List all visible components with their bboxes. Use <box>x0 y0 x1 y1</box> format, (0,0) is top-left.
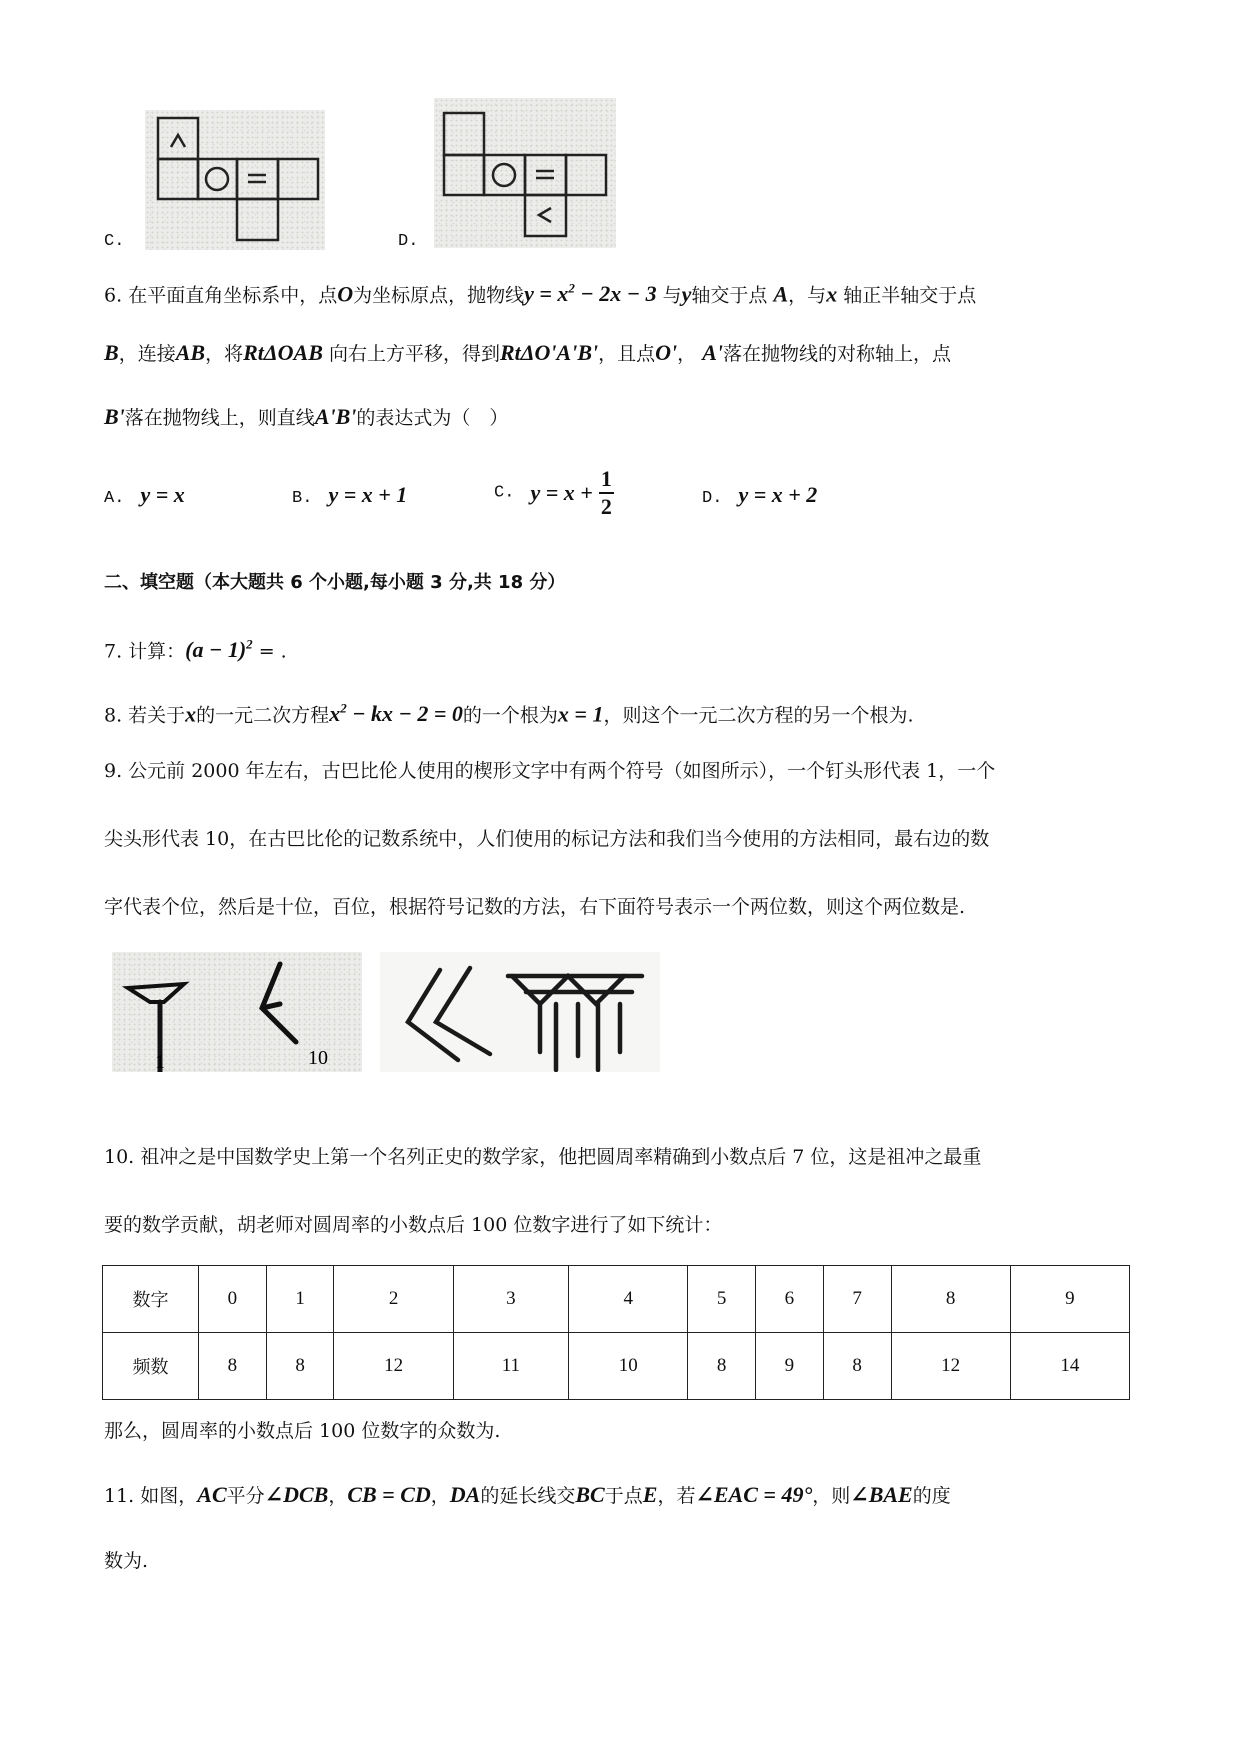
table-cell: 12 <box>891 1333 1010 1400</box>
question-11-line-2: 数为. <box>104 1550 149 1572</box>
table-cell: 11 <box>453 1333 568 1400</box>
row-header-frequency: 频数 <box>103 1333 199 1400</box>
math-root: x = 1 <box>557 701 604 727</box>
table-cell: 9 <box>1010 1266 1129 1333</box>
math-segment-ab: AB <box>175 340 206 365</box>
cuneiform-label-ten: 10 <box>308 1047 328 1069</box>
net-c-square-4 <box>278 159 318 199</box>
text: 7. 计算： <box>104 640 186 663</box>
option-label: B. <box>292 489 313 508</box>
text: 为坐标原点，抛物线 <box>353 284 525 307</box>
text: 平分 <box>226 1485 265 1507</box>
table-cell: 12 <box>334 1333 453 1400</box>
wedge-ten-icon-2 <box>436 968 490 1054</box>
table-cell: 5 <box>688 1266 756 1333</box>
text: ， <box>430 1485 450 1507</box>
table-row-digits <box>103 1266 1130 1333</box>
text: 轴正半轴交于点 <box>843 284 977 307</box>
option-expression: y = x <box>140 482 185 507</box>
question-9-line-3: 字代表个位，然后是十位，百位，根据符号记数的方法，右下面符号表示一个两位数，则这个两位数是. <box>104 896 966 918</box>
text: ，则 <box>812 1485 851 1507</box>
table-cell: 0 <box>199 1266 267 1333</box>
question-8 <box>104 696 914 728</box>
exponent: 2 <box>568 281 575 296</box>
eq-part: − 2x − 3 <box>574 281 657 307</box>
text: ，若 <box>657 1485 696 1507</box>
nail-head-shape <box>128 984 184 1002</box>
question-7 <box>104 632 287 664</box>
math-segment-da: DA <box>449 1482 481 1507</box>
option-c-label: C. <box>104 232 125 251</box>
question-11-line-1 <box>104 1482 951 1509</box>
math-x: x <box>185 701 197 727</box>
question-6-line-1 <box>104 276 976 308</box>
math-triangle-oab-prime: RtΔO'A'B' <box>499 340 599 365</box>
net-d-square-1 <box>444 155 484 195</box>
table-cell: 8 <box>266 1333 334 1400</box>
math-point-o: O <box>337 281 354 307</box>
net-c-square-top <box>158 118 198 159</box>
math-angle-eac: ∠EAC = 49° <box>695 1482 813 1507</box>
net-d-square-bottom <box>525 195 566 236</box>
math-point-b: B <box>104 340 119 365</box>
wedge-ten-icon <box>262 964 296 1042</box>
math-point-b-prime: B' <box>104 404 125 429</box>
text: ，且点 <box>598 343 656 365</box>
text: 的度 <box>912 1485 951 1507</box>
table-cell: 8 <box>688 1333 756 1400</box>
cube-net-d-drawing <box>434 98 616 248</box>
question-6-option-c[interactable] <box>494 468 614 518</box>
math-angle-bae: ∠BAE <box>850 1482 913 1507</box>
cuneiform-number-drawing <box>380 952 660 1072</box>
text: 在平面直角坐标系中，点 <box>128 284 338 307</box>
option-c-cube-net-figure <box>145 110 325 250</box>
math-line-ab-prime: A'B' <box>314 404 357 429</box>
eq-part: x <box>329 701 341 727</box>
parabola-equation <box>524 281 656 306</box>
question-6-option-d[interactable] <box>702 482 817 508</box>
question-6-option-a[interactable] <box>104 482 185 508</box>
text: ，则这个一元二次方程的另一个根为. <box>603 704 914 727</box>
cuneiform-label-one: 1 <box>155 1051 165 1072</box>
text: 落在抛物线上，则直线 <box>124 407 315 429</box>
eq-part: − kx − 2 = 0 <box>346 701 463 727</box>
fraction-one-half <box>599 468 614 518</box>
net-d-square-3 <box>525 155 566 195</box>
table-cell: 8 <box>891 1266 1010 1333</box>
quadratic-equation <box>329 701 463 726</box>
text: 8. 若关于 <box>104 704 186 727</box>
text: 11. 如图， <box>104 1485 198 1507</box>
table-cell: 10 <box>569 1333 688 1400</box>
math-segment-ac: AC <box>197 1482 227 1507</box>
net-d-square-2 <box>484 155 525 195</box>
net-c-square-bottom <box>237 199 278 240</box>
table-cell: 8 <box>199 1333 267 1400</box>
fraction-numerator: 1 <box>599 468 614 494</box>
eq-part: y = x <box>524 281 569 307</box>
option-label: D. <box>702 489 723 508</box>
exponent: 2 <box>340 701 347 716</box>
text: 的表达式为（ ） <box>356 407 509 429</box>
question-6-line-2 <box>104 340 951 367</box>
text: 与 <box>662 284 682 307</box>
table-cell: 6 <box>756 1266 824 1333</box>
table-cell: 8 <box>823 1333 891 1400</box>
math-triangle-oab: RtΔOAB <box>243 340 323 365</box>
net-d-square-top <box>444 113 484 155</box>
math-y: y <box>681 281 692 307</box>
math-point-a-prime: A' <box>702 340 723 365</box>
section-2-title: 二、填空题（本大题共 6 个小题,每小题 3 分,共 18 分） <box>104 572 566 593</box>
math-point-e: E <box>642 1482 658 1507</box>
table-cell: 9 <box>756 1333 824 1400</box>
cuneiform-legend-drawing <box>112 952 362 1072</box>
caret-symbol-icon <box>171 135 185 147</box>
option-expression: y = x + <box>530 480 593 505</box>
circle-symbol-icon <box>206 168 228 190</box>
text: ，将 <box>205 343 244 365</box>
text: 的延长线交 <box>480 1485 576 1507</box>
text: 于点 <box>604 1485 643 1507</box>
text: 的一个根为 <box>462 704 558 727</box>
option-expression: y = x + 1 <box>328 482 408 507</box>
table-cell: 4 <box>569 1266 688 1333</box>
text: 向右上方平移，得到 <box>328 343 500 365</box>
text: ， <box>328 1485 348 1507</box>
pi-digit-frequency-table <box>102 1265 1130 1400</box>
cuneiform-number-figure <box>380 952 660 1072</box>
option-d-label: D. <box>398 232 419 251</box>
question-9-line-2: 尖头形代表 10，在古巴比伦的记数系统中，人们使用的标记方法和我们当今使用的方法相同，最右边的数 <box>104 828 990 850</box>
question-number: 6. <box>104 284 123 307</box>
cuneiform-legend-figure <box>112 952 362 1072</box>
math-x: x <box>826 281 838 307</box>
eq-part: (a − 1) <box>185 637 247 663</box>
question-6-option-b[interactable] <box>292 482 407 508</box>
net-c-square-2 <box>198 159 237 199</box>
question-6-line-3 <box>104 404 508 431</box>
text: ，连接 <box>118 343 176 365</box>
question-10-line-1: 10. 祖冲之是中国数学史上第一个名列正史的数学家，他把圆周率精确到小数点后 7 位，这是祖冲之最重 <box>104 1146 982 1168</box>
fraction-denominator: 2 <box>600 494 612 519</box>
table-cell: 3 <box>453 1266 568 1333</box>
net-d-square-4 <box>566 155 606 195</box>
option-label: C. <box>494 483 515 503</box>
text: 的一元二次方程 <box>196 704 330 727</box>
circle-symbol-icon <box>493 164 515 186</box>
exponent: 2 <box>246 637 253 652</box>
table-cell: 7 <box>823 1266 891 1333</box>
table-cell: 2 <box>334 1266 453 1333</box>
math-expression <box>185 637 252 662</box>
question-10-line-2: 要的数学贡献，胡老师对圆周率的小数点后 100 位数字进行了如下统计： <box>104 1214 723 1236</box>
text: = . <box>252 640 287 663</box>
option-d-cube-net-figure <box>434 98 616 248</box>
text: 轴交于点 <box>691 284 768 307</box>
net-c-square-3 <box>237 159 278 199</box>
net-c-square-1 <box>158 159 198 199</box>
text: ，与 <box>788 284 827 307</box>
math-segment-bc: BC <box>575 1482 605 1507</box>
less-than-symbol-icon <box>539 208 551 222</box>
table-cell: 14 <box>1010 1333 1129 1400</box>
math-equality: CB = CD <box>347 1482 431 1507</box>
cube-net-c-drawing <box>145 110 325 250</box>
question-9-line-1: 9. 公元前 2000 年左右，古巴比伦人使用的楔形文字中有两个符号（如图所示），一个钉头形代表 1，一个 <box>104 760 996 782</box>
option-expression: y = x + 2 <box>738 482 818 507</box>
table-cell: 1 <box>266 1266 334 1333</box>
text: ， <box>677 343 697 365</box>
table-row-frequencies <box>103 1333 1130 1400</box>
question-10-followup: 那么，圆周率的小数点后 100 位数字的众数为. <box>104 1420 501 1442</box>
math-angle-dcb: ∠DCB <box>264 1482 329 1507</box>
option-label: A. <box>104 489 125 508</box>
math-point-o-prime: O' <box>655 340 678 365</box>
wedge-ten-icon-1 <box>408 970 458 1060</box>
text: 落在抛物线的对称轴上，点 <box>723 343 952 365</box>
row-header-digit: 数字 <box>103 1266 199 1333</box>
math-point-a: A <box>773 281 789 307</box>
